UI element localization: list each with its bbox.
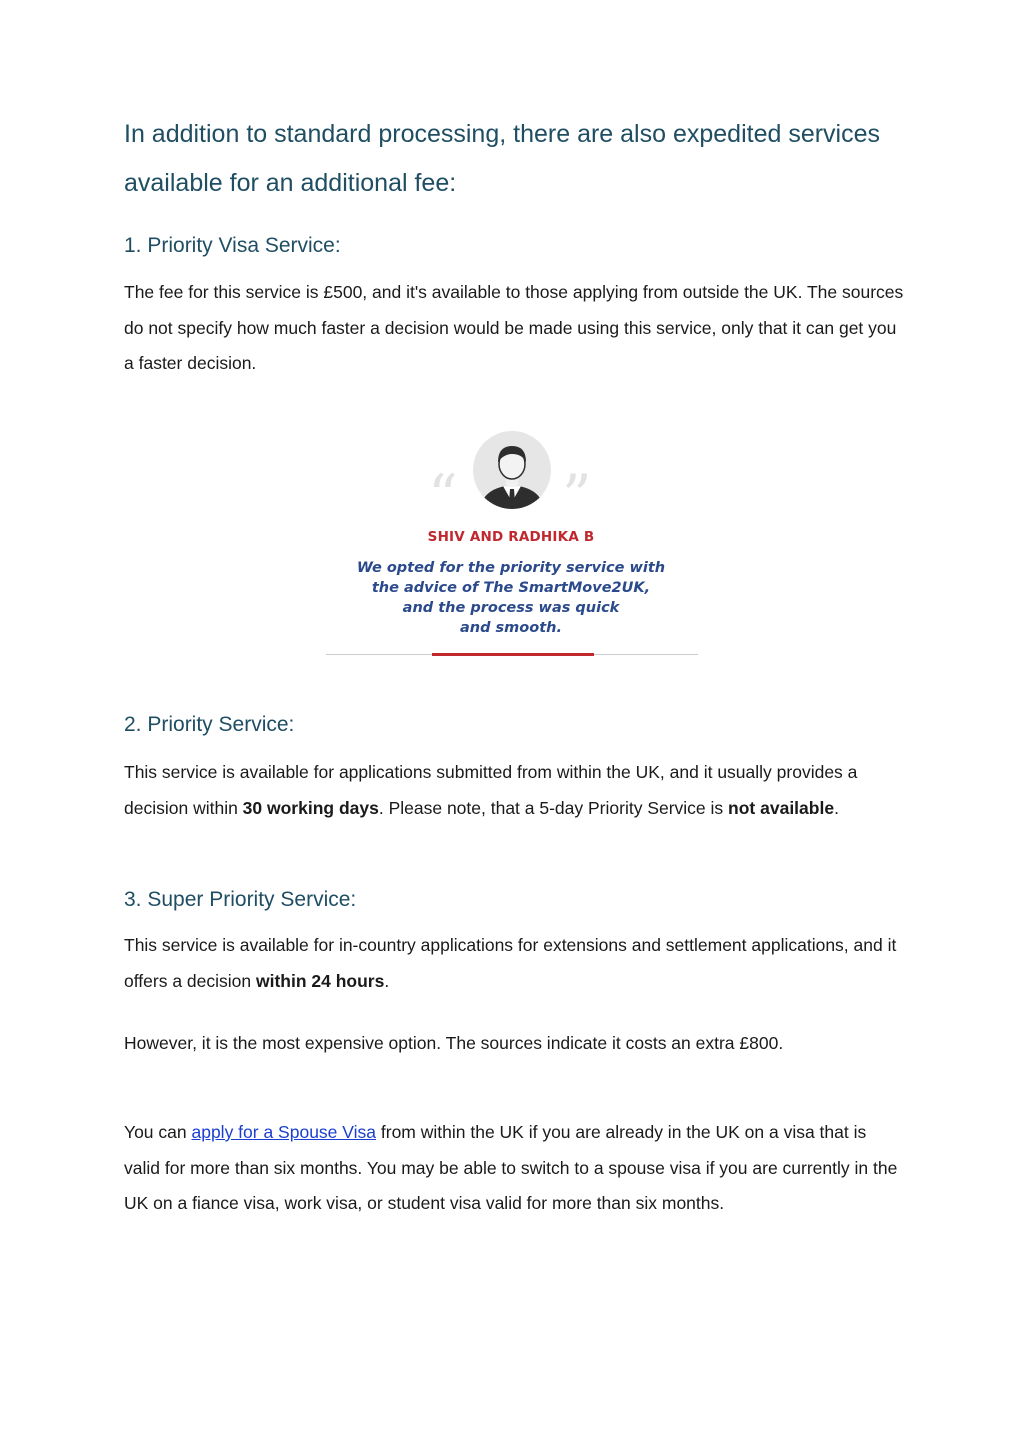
card-accent-bar [432, 653, 594, 656]
section-3-heading: 3. Super Priority Service: [124, 888, 357, 911]
intro-paragraph: In addition to standard processing, there are also expedited services available for an additional fee: [124, 120, 881, 197]
section-1-heading: 1. Priority Visa Service: [124, 234, 341, 257]
closing-text-b: from within the UK if you are already in the UK on a visa that is valid for more than six months. You may be able to switch to a spouse visa if you are currently in the UK on a fiance visa, work visa, or student visa valid for more than six months. [124, 1122, 898, 1213]
section-2-bold-unavailable: not available [728, 797, 835, 818]
section-3-extra: However, it is the most expensive option. The sources indicate it costs an extra £800. [124, 1033, 784, 1053]
testimonial-quote: We opted for the priority service with the advice of The SmartMove2UK, and the process was quick and smooth. [356, 560, 666, 636]
section-2-text-b: . Please note, that a 5-day Priority Service is [378, 797, 729, 818]
section-2-body [124, 755, 904, 826]
section-3-text-a: This service is available for in-country applications for extensions and settlement applications, and it offers a decision [124, 935, 897, 991]
apply-spouse-visa-link[interactable]: apply for a Spouse Visa [191, 1122, 377, 1142]
closing-text-a: You can [124, 1122, 192, 1142]
testimonial-name: SHIV AND RADHIKA B [427, 529, 595, 545]
user-avatar-icon [472, 430, 552, 510]
testimonial-card [296, 425, 706, 665]
close-quote-icon: ” [562, 462, 592, 530]
open-quote-icon: “ [428, 462, 458, 530]
section-1-body: The fee for this service is £500, and it's available to those applying from outside the UK. The sources do not specify how much faster a decision would be made using this service, only that it can get you a faster decision. [124, 282, 904, 373]
section-2-heading: 2. Priority Service: [124, 713, 295, 736]
closing-paragraph [124, 1115, 904, 1222]
section-2-text-a: This service is available for applications submitted from within the UK, and it usually provides a decision within [124, 762, 858, 818]
section-2-bold-days: 30 working days [242, 797, 379, 818]
section-3-text-b: . [384, 970, 390, 991]
section-3-body [124, 928, 904, 999]
section-3-bold-hours: within 24 hours [255, 970, 385, 991]
section-2-text-c: . [834, 797, 839, 818]
